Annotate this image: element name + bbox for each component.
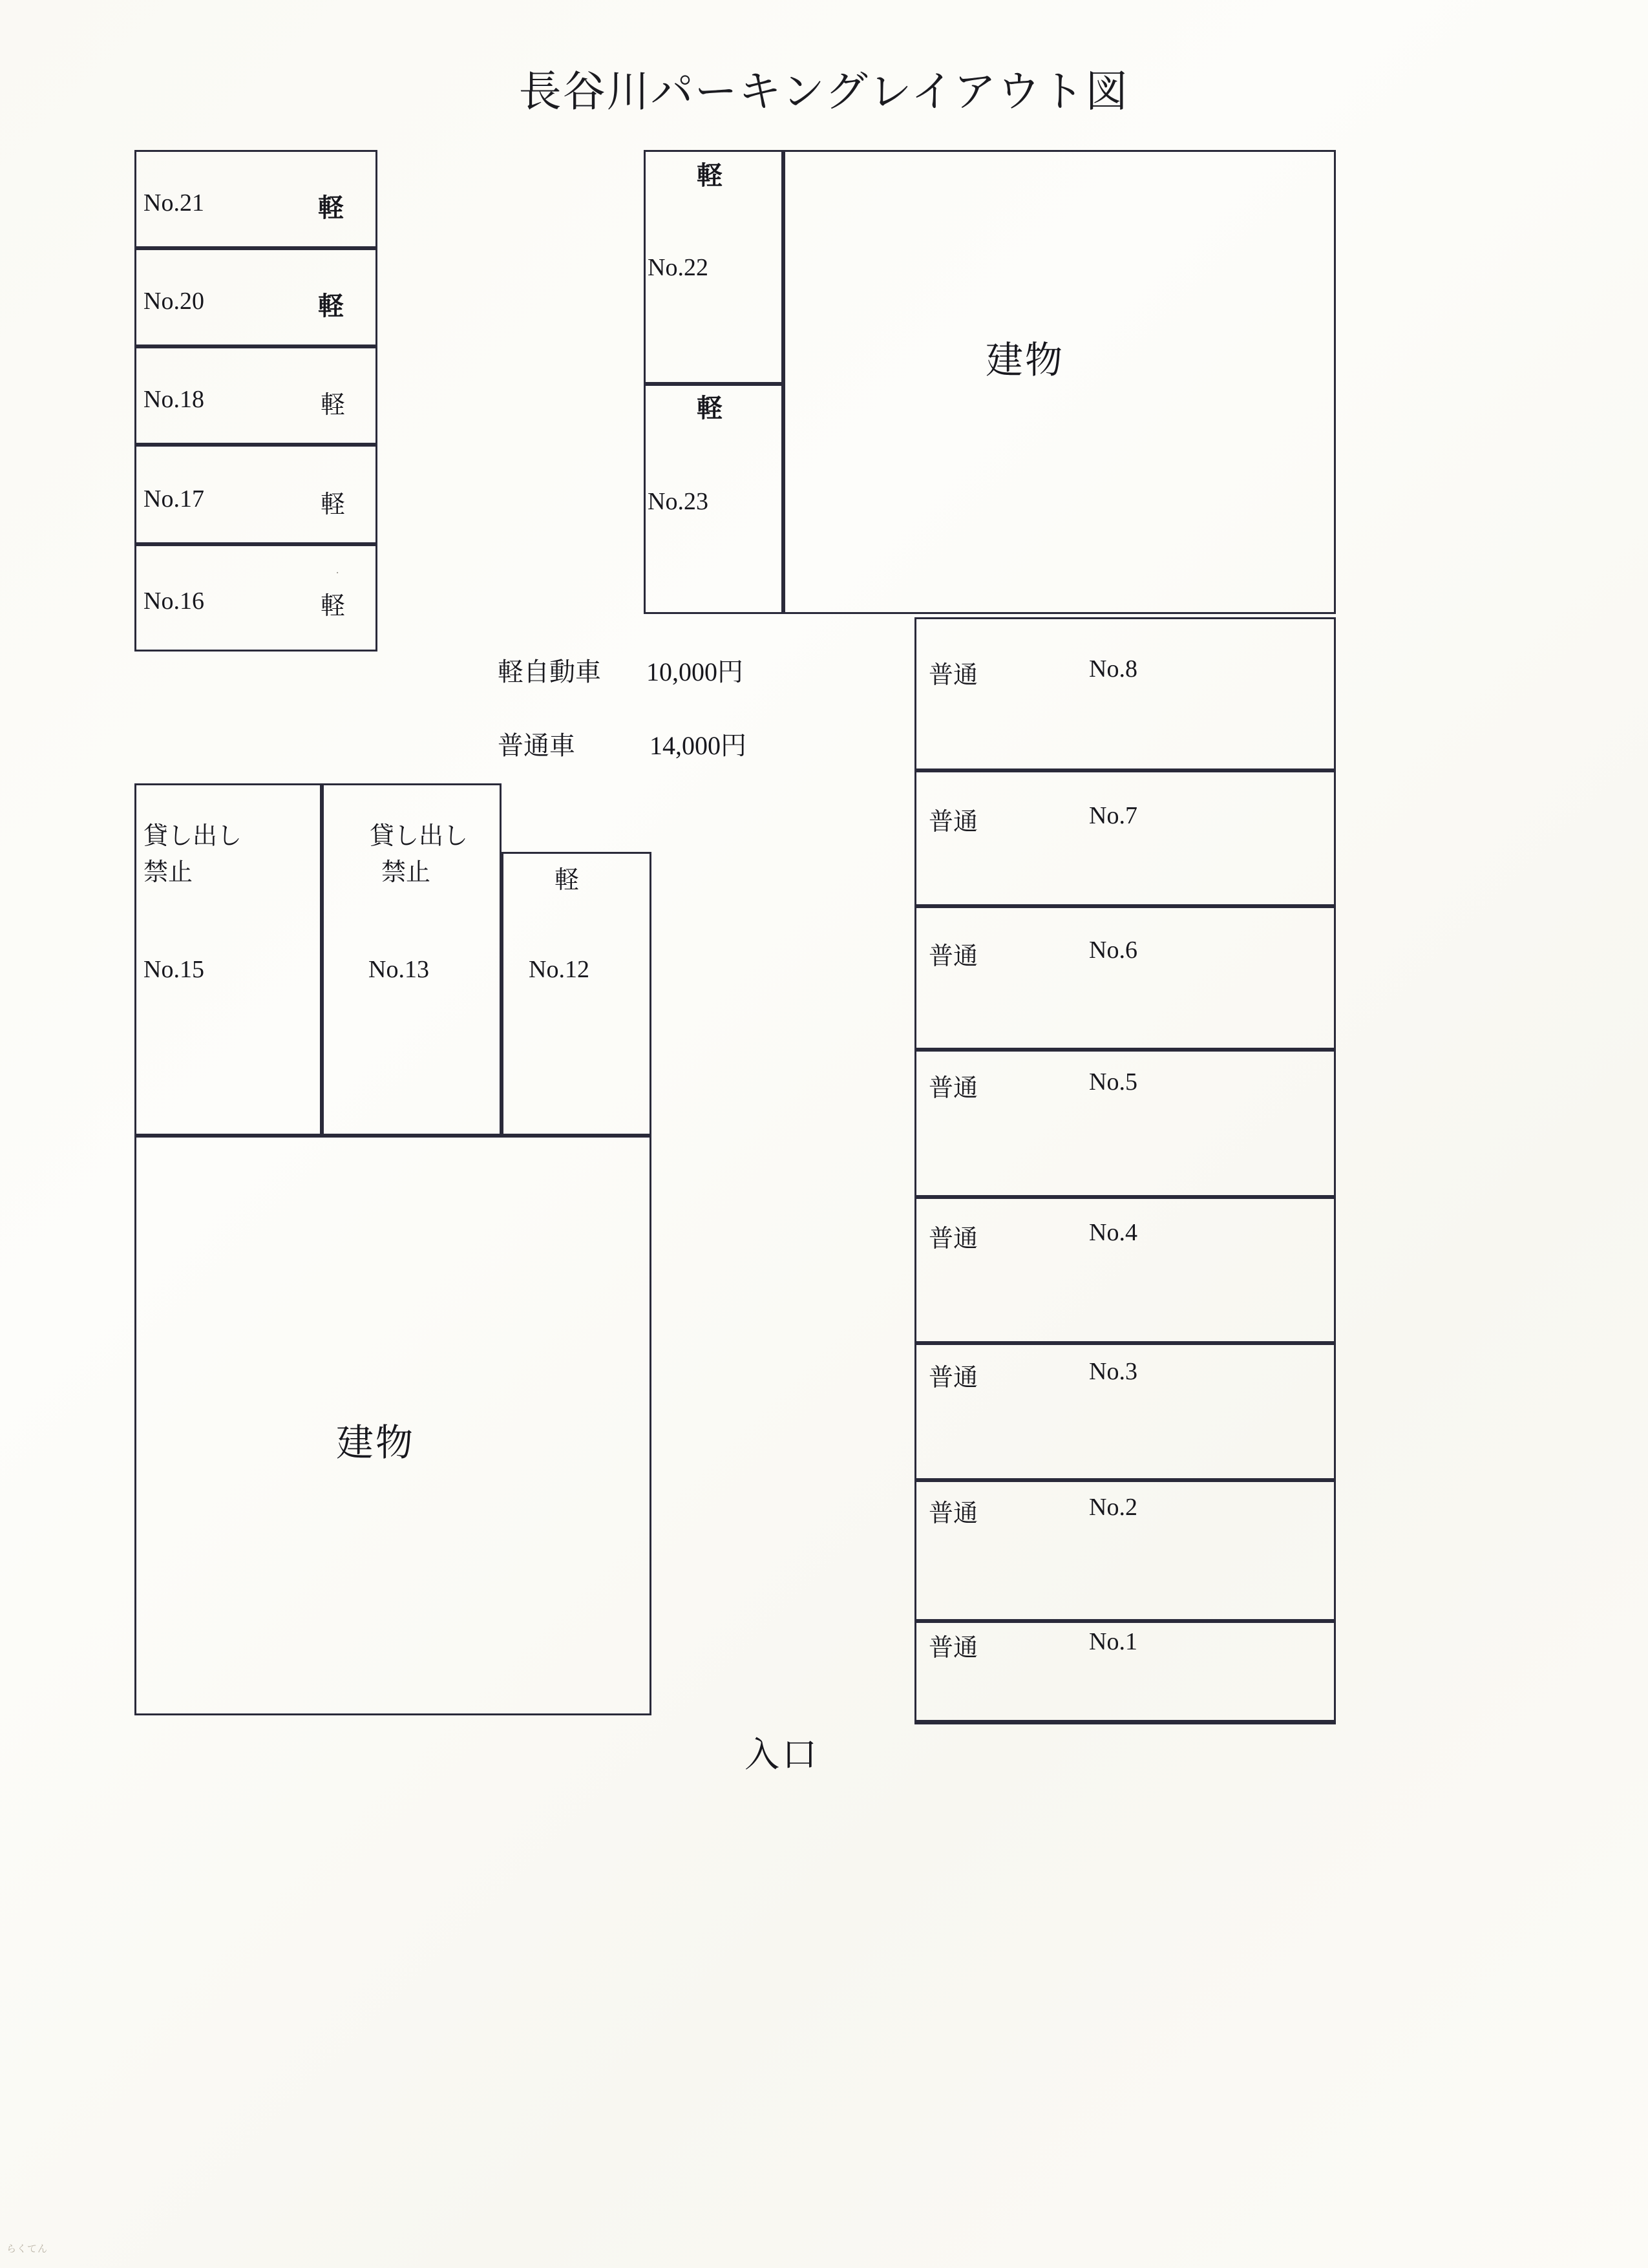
- right-column-bottom-frame: [914, 1621, 1336, 1724]
- stall-no22-number: No.22: [648, 254, 708, 281]
- stall-no5-number: No.5: [1089, 1068, 1137, 1096]
- stall-no20-type: 軽: [318, 291, 344, 321]
- price-normal-value: 14,000円: [650, 731, 746, 760]
- stall-no13-number: No.13: [368, 956, 429, 983]
- stall-no6-number: No.6: [1089, 937, 1137, 964]
- stall-no16-number: No.16: [143, 588, 204, 615]
- stall-no3-number: No.3: [1089, 1358, 1137, 1385]
- stall-no7-number: No.7: [1089, 802, 1137, 829]
- price-kei-label: 軽自動車: [498, 657, 601, 686]
- stall-no4-type: 普通: [929, 1225, 978, 1253]
- stall-no8-number: No.8: [1089, 655, 1137, 683]
- stall-no1-type: 普通: [929, 1635, 978, 1662]
- building-lower-left-label: 建物: [336, 1422, 416, 1464]
- stall-no21-number: No.21: [143, 189, 204, 217]
- price-kei-value: 10,000円: [646, 657, 743, 686]
- stall-no2-number: No.2: [1089, 1494, 1137, 1521]
- stall-no17-number: No.17: [143, 485, 204, 513]
- stall-no13-note-line2: 禁止: [381, 859, 431, 886]
- stall-no15-note-line1: 貸し出し: [143, 823, 242, 850]
- stall-no15-note-line2: 禁止: [143, 859, 193, 886]
- stall-no5-type: 普通: [929, 1075, 978, 1102]
- scan-speck: .: [336, 564, 339, 576]
- stall-no23-type: 軽: [697, 394, 723, 423]
- stall-no21-type: 軽: [318, 193, 344, 222]
- stall-no1-number: No.1: [1089, 1628, 1137, 1655]
- stall-no20-number: No.20: [143, 288, 204, 315]
- scan-corner-mark: らくてん: [6, 2244, 48, 2254]
- stall-no17-type: 軽: [321, 491, 346, 518]
- price-normal-label: 普通車: [498, 731, 575, 760]
- stall-no23-number: No.23: [648, 488, 708, 515]
- stall-no13-note-line1: 貸し出し: [370, 823, 469, 850]
- stall-no8: [914, 617, 1336, 770]
- stall-no12-type: 軽: [555, 867, 580, 894]
- entrance-label: 入口: [745, 1735, 819, 1774]
- stall-no18-number: No.18: [143, 386, 204, 413]
- stall-no7-type: 普通: [929, 809, 978, 836]
- stall-no2-type: 普通: [929, 1500, 978, 1527]
- stall-no16-type: 軽: [321, 593, 346, 620]
- stall-no18-type: 軽: [321, 392, 346, 419]
- stall-no7: [914, 770, 1336, 906]
- building-upper-right-label: 建物: [986, 339, 1065, 381]
- stall-no12-number: No.12: [529, 956, 589, 983]
- stall-no4-number: No.4: [1089, 1219, 1137, 1246]
- stall-no6-type: 普通: [929, 943, 978, 970]
- stall-no15-number: No.15: [143, 956, 204, 983]
- stall-no3-type: 普通: [929, 1364, 978, 1392]
- stall-no22-type: 軽: [697, 161, 723, 190]
- stall-no8-type: 普通: [929, 662, 978, 689]
- page-title: 長谷川パーキングレイアウト図: [518, 69, 1130, 116]
- stall-no6: [914, 906, 1336, 1050]
